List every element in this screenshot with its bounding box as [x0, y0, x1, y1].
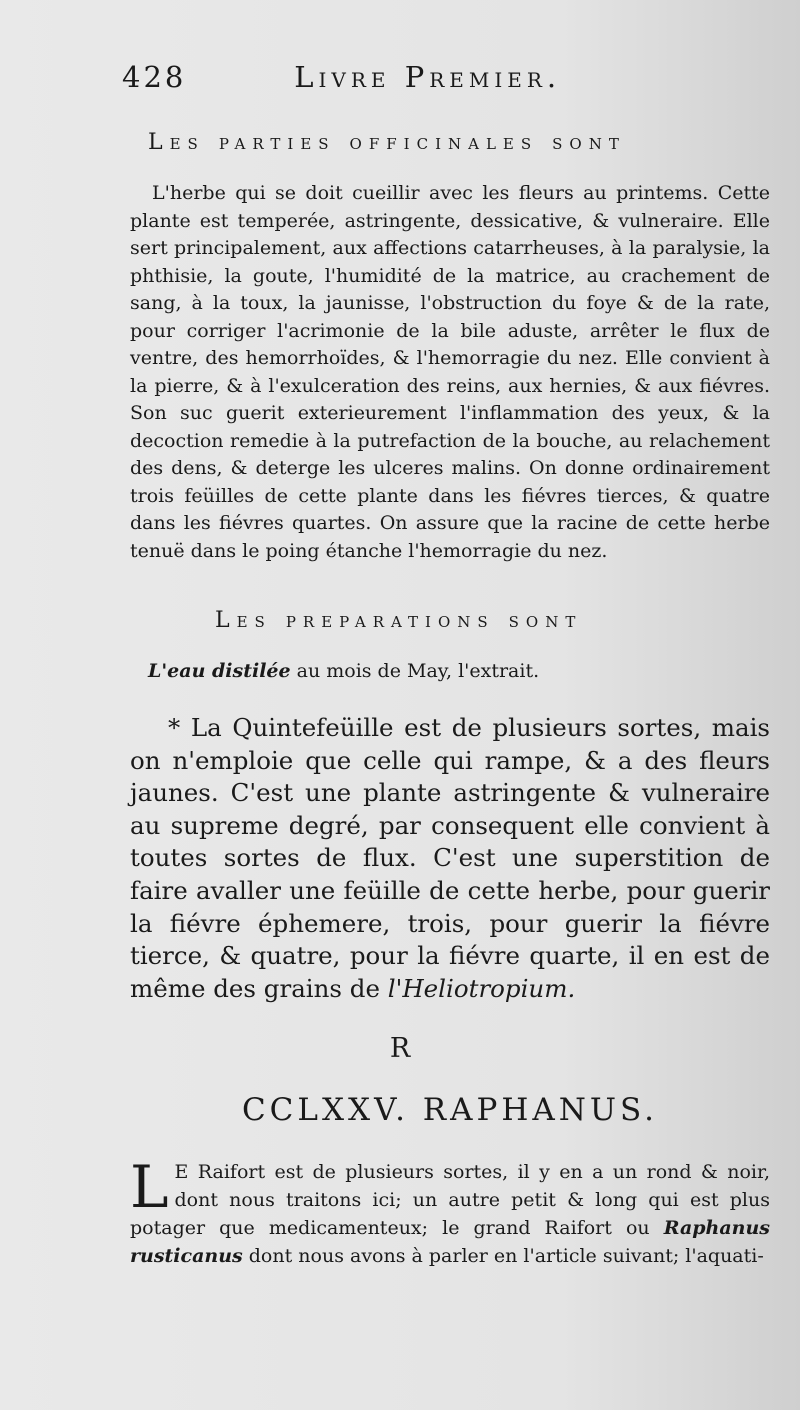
drop-cap: L [130, 1153, 169, 1221]
chapter-text-2: dont nous avons à parler en l'article suivant; l'aquati- [242, 1245, 764, 1267]
officinales-text: L'herbe qui se doit cueillir avec les fleurs au printems. Cette plante est temperée, astringente, dessicative, & vulneraire. Elle sert principalement, aux affections catarrheuses, à la paralysie, la phthisie, la goute, l'humidité de la matrice, au crachement de sang, à la toux, la jaunisse, l'obstruction du foye & de la rate, pour corriger l'acrimonie de la bile aduste, arrêter le flux de ventre, des hemorrhoïdes, & l'hemorragie du nez. Elle convient à la pierre, & à l'exulceration des reins, aux hernies, & aux fiévres. Son suc guerit exterieurement l'inflammation des yeux, & la decoction remedie à la putrefaction de la bouche, au relachement des dens, & deterge les ulceres malins. On donne ordinairement trois feüilles de cette plante dans les fiévres tierces, & quatre dans les fiévres quartes. On assure que la racine de cette herbe tenuë dans le poing étanche l'hemorragie du nez. [130, 182, 770, 562]
preparations-line [148, 660, 748, 682]
officinales-paragraph [130, 180, 770, 565]
letter-heading: R [389, 1033, 411, 1064]
running-header [122, 60, 742, 94]
note-italic: l'Heliotropium. [387, 973, 576, 1003]
section-title-officinales: Les parties officinales sont [148, 130, 626, 155]
chapter-italic: Raphanus rusticanus [130, 1217, 770, 1267]
note-text: * La Quintefeüille est de plusieurs sortes, mais on n'emploie que celle qui rampe, & a des fleurs jaunes. C'est une plante astringente & vulneraire au supreme degré, par consequent elle convient à toutes sortes de flux. C'est une superstition de faire avaller une feüille de cette herbe, pour guerir la fiévre éphemere, trois, pour guerir la fiévre tierce, & quatre, pour la fiévre quarte, il en est de même des grains de [130, 713, 770, 1003]
preparations-rest: au mois de May, l'extrait. [290, 660, 540, 682]
chapter-title: CCLXXV. RAPHANUS. [241, 1092, 659, 1128]
chapter-paragraph [130, 1153, 770, 1270]
section-title-preparations: Les preparations sont [215, 608, 583, 633]
chapter-text-1: E Raifort est de plusieurs sortes, il y en a un rond & noir, dont nous traitons ici; un autre petit & long qui est plus potager que medicamenteux; le grand Raifort ou [130, 1161, 770, 1239]
note-paragraph [130, 712, 770, 1005]
page-number: 428 [122, 60, 187, 94]
running-title: Livre Premier. [294, 60, 562, 94]
preparations-italic: L'eau distilée [148, 660, 291, 682]
